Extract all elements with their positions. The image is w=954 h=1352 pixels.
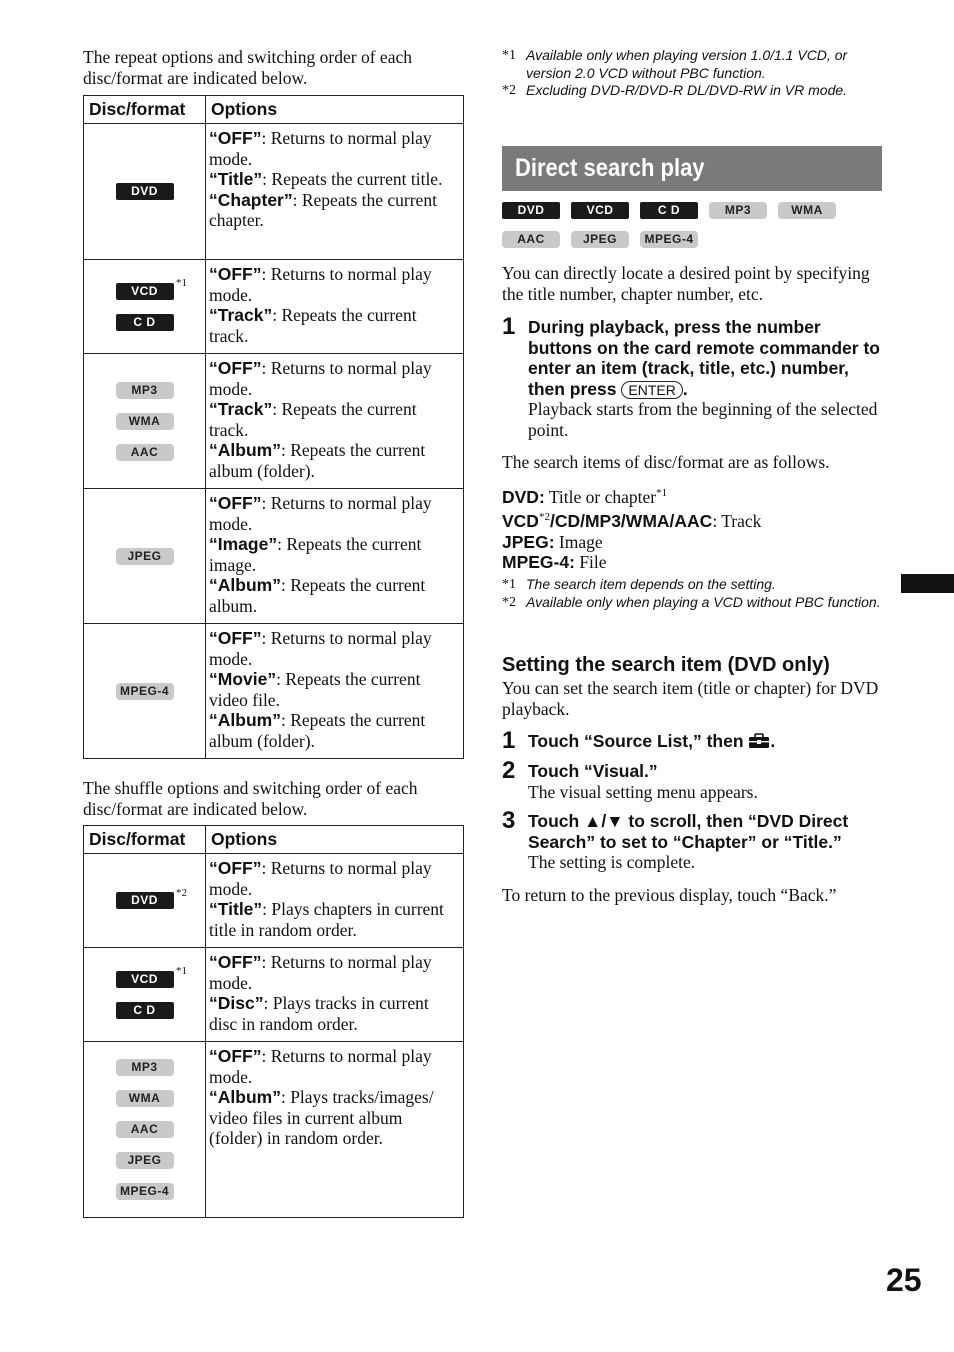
search-items-intro: The search items of disc/format are as follows. <box>502 452 830 472</box>
search-item-mpeg4 <box>502 552 882 573</box>
option-entry <box>209 169 460 190</box>
section-title: Direct search play <box>515 154 705 182</box>
step-number: 1 <box>502 313 516 340</box>
option-key: “Movie” <box>209 669 277 689</box>
format-badge-dvd: DVD <box>502 202 560 219</box>
page-number: 25 <box>886 1262 922 1298</box>
label-mpeg4: MPEG-4: <box>502 552 575 573</box>
option-description: : Repeats the current title. <box>262 169 443 189</box>
options-cell <box>206 948 464 1042</box>
format-badge-dvd: DVD <box>116 183 174 200</box>
option-description: : Plays chapters in current title in random order. <box>209 899 444 940</box>
option-key: “OFF” <box>209 493 262 513</box>
format-badge-aac: AAC <box>502 231 560 248</box>
repeat-intro: The repeat options and switching order of each disc/format are indicated below. <box>83 47 412 88</box>
step-1-source-list <box>502 727 882 754</box>
footnote-mark: *1 <box>502 577 516 592</box>
option-key: “Album” <box>209 575 281 595</box>
footnote-text: Available only when playing a VCD without PBC function. <box>526 593 881 610</box>
option-description: : Repeats the current track. <box>209 399 417 440</box>
options-cell <box>206 354 464 489</box>
step-instruction <box>528 317 882 399</box>
option-key: “OFF” <box>209 858 262 878</box>
step-result: The setting is complete. <box>528 852 696 872</box>
option-key: “OFF” <box>209 1046 262 1066</box>
label-dvd: DVD: <box>502 486 545 507</box>
table-row <box>84 489 464 624</box>
disc-format-cell <box>84 489 206 624</box>
option-key: “Title” <box>209 899 263 919</box>
option-description: : Repeats the current album. <box>209 575 426 616</box>
mark: *1 <box>656 487 668 499</box>
footnote-text: The search item depends on the setting. <box>526 576 776 592</box>
format-badge-mpeg-4: MPEG-4 <box>640 231 698 248</box>
option-key: “OFF” <box>209 358 262 378</box>
label-jpeg: JPEG: <box>502 531 555 552</box>
mark: *2 <box>538 511 550 524</box>
option-description: : Repeats the current track. <box>209 305 417 346</box>
footnote <box>502 594 882 612</box>
format-badge-mp3: MP3 <box>116 382 174 399</box>
option-key: “OFF” <box>209 628 262 648</box>
label-vcd: VCD <box>502 511 539 532</box>
format-badges-row1 <box>502 201 847 219</box>
option-entry <box>209 710 460 751</box>
table-row <box>84 854 464 948</box>
option-entry <box>209 534 460 575</box>
footnote-mark: *1 <box>176 277 187 289</box>
options-cell <box>206 124 464 260</box>
options-cell <box>206 854 464 948</box>
option-key: “Chapter” <box>209 189 293 210</box>
repeat-options-table <box>83 95 464 759</box>
format-badge-c-d: C D <box>116 1002 174 1019</box>
options-cell <box>206 624 464 759</box>
option-description: : Returns to normal play mode. <box>209 128 432 169</box>
option-key: “Track” <box>209 305 273 325</box>
option-key: “Album” <box>209 710 281 730</box>
disc-format-cell <box>84 124 206 260</box>
option-entry <box>209 190 460 231</box>
footnote-mark: *1 <box>502 48 516 63</box>
option-description: : Repeats the current video file. <box>209 669 421 710</box>
disc-format-cell <box>84 854 206 948</box>
section-tab-marker <box>901 574 954 593</box>
option-description: : Plays tracks in current disc in random order. <box>209 993 429 1034</box>
format-badge-wma: WMA <box>116 1090 174 1107</box>
option-key: “Album” <box>209 1087 281 1107</box>
option-entry <box>209 1087 460 1149</box>
footnote <box>502 47 882 82</box>
option-description: : Repeats the current image. <box>209 534 422 575</box>
disc-format-cell <box>84 948 206 1042</box>
format-badge-wma: WMA <box>116 413 174 430</box>
option-description: : Returns to normal play mode. <box>209 264 432 305</box>
option-key: “Album” <box>209 440 281 460</box>
shuffle-options-table <box>83 825 464 1218</box>
option-entry <box>209 128 460 169</box>
option-description: : Returns to normal play mode. <box>209 628 432 669</box>
option-entry <box>209 575 460 616</box>
format-badge-aac: AAC <box>116 1121 174 1138</box>
step-instruction <box>528 731 882 752</box>
option-entry <box>209 858 460 899</box>
footnote-mark: *2 <box>502 594 516 610</box>
option-entry <box>209 440 460 481</box>
option-entry <box>209 993 460 1034</box>
option-description: : Returns to normal play mode. <box>209 1046 432 1087</box>
search-item-vcd <box>502 507 882 531</box>
search-items-list <box>502 483 882 573</box>
option-description: : Repeats the current album (folder). <box>209 440 426 481</box>
step-result: Playback starts from the beginning of the selected point. <box>528 399 878 440</box>
table-row <box>84 354 464 489</box>
format-badge-jpeg: JPEG <box>116 548 174 565</box>
option-entry <box>209 358 460 399</box>
option-entry <box>209 493 460 534</box>
step-number: 3 <box>502 807 516 834</box>
header-disc-format: Disc/format <box>84 826 206 854</box>
text-file: File <box>574 552 607 573</box>
option-description: : Returns to normal play mode. <box>209 952 432 993</box>
option-key: “Title” <box>209 169 263 189</box>
disc-format-cell <box>84 624 206 759</box>
option-description: : Returns to normal play mode. <box>209 493 432 534</box>
step-number: 1 <box>502 727 516 754</box>
options-cell <box>206 1042 464 1218</box>
table-row <box>84 1042 464 1218</box>
step-result: The visual setting menu appears. <box>528 781 758 802</box>
options-cell <box>206 489 464 624</box>
footnote-text: Excluding DVD-R/DVD-R DL/DVD-RW in VR mode. <box>526 82 848 98</box>
format-badge-mp3: MP3 <box>709 202 767 219</box>
format-badge-c-d: C D <box>116 314 174 331</box>
table-row <box>84 624 464 759</box>
option-description: : Repeats the current chapter. <box>209 189 437 230</box>
text-image: Image <box>554 531 603 552</box>
table-header-row <box>84 826 464 854</box>
option-entry <box>209 305 460 346</box>
option-key: “Disc” <box>209 993 264 1013</box>
step-3-dvd-direct-search <box>502 807 882 873</box>
format-badge-jpeg: JPEG <box>116 1152 174 1169</box>
option-key: “OFF” <box>209 264 262 284</box>
step-instruction: Touch “Visual.” <box>528 761 658 781</box>
table-row <box>84 124 464 260</box>
table-row <box>84 948 464 1042</box>
format-badge-mpeg-4: MPEG-4 <box>116 683 174 700</box>
section-title-banner <box>502 146 882 191</box>
format-badge-aac: AAC <box>116 444 174 461</box>
format-badge-mp3: MP3 <box>116 1059 174 1076</box>
subsection-intro: You can set the search item (title or chapter) for DVD playback. <box>502 678 879 719</box>
footnote <box>502 82 882 100</box>
return-note: To return to the previous display, touch “Back.” <box>502 885 837 905</box>
step-2-visual <box>502 757 882 802</box>
option-entry <box>209 1046 460 1087</box>
enter-button-icon: ENTER <box>621 381 682 399</box>
option-description: : Plays tracks/images/ video files in current album (folder) in random order. <box>209 1087 434 1148</box>
footnote-text: Available only when playing version 1.0/1.1 VCD, or version 2.0 VCD without PBC function. <box>526 47 848 81</box>
option-entry <box>209 628 460 669</box>
format-badge-c-d: C D <box>640 202 698 219</box>
step-instruction-end: . <box>682 378 688 399</box>
option-description: : Returns to normal play mode. <box>209 858 432 899</box>
option-key: “Image” <box>209 534 278 554</box>
disc-format-cell <box>84 1042 206 1218</box>
table-row <box>84 260 464 354</box>
format-badge-vcd: VCD <box>571 202 629 219</box>
header-options: Options <box>206 96 464 124</box>
direct-search-intro: You can directly locate a desired point by specifying the title number, chapter number, etc. <box>502 263 870 304</box>
option-description: : Returns to normal play mode. <box>209 358 432 399</box>
format-badge-vcd: VCD <box>116 971 174 988</box>
toolbox-icon <box>748 733 770 749</box>
step-number: 2 <box>502 757 516 784</box>
header-options: Options <box>206 826 464 854</box>
format-badge-jpeg: JPEG <box>571 231 629 248</box>
subsection-title: Setting the search item (DVD only) <box>502 654 830 676</box>
option-key: “Track” <box>209 399 273 419</box>
disc-format-cell <box>84 260 206 354</box>
text-dvd: Title or chapter <box>544 486 657 507</box>
option-key: “OFF” <box>209 128 262 148</box>
shuffle-intro: The shuffle options and switching order of each disc/format are indicated below. <box>83 778 418 819</box>
format-badge-dvd: DVD <box>116 892 174 909</box>
option-entry <box>209 899 460 940</box>
option-entry <box>209 264 460 305</box>
step-instruction-text: Touch “Source List,” then <box>528 731 744 751</box>
footnote-mark: *2 <box>176 887 187 899</box>
top-footnotes <box>502 47 882 100</box>
text-track: : Track <box>712 511 762 532</box>
header-disc-format: Disc/format <box>84 96 206 124</box>
disc-format-cell <box>84 354 206 489</box>
search-item-dvd <box>502 483 882 507</box>
table-header-row <box>84 96 464 124</box>
format-badge-mpeg-4: MPEG-4 <box>116 1183 174 1200</box>
mid-footnotes <box>502 576 882 611</box>
footnote <box>502 576 882 594</box>
format-badges-row2 <box>502 230 709 248</box>
option-entry <box>209 952 460 993</box>
format-badge-vcd: VCD <box>116 283 174 300</box>
option-key: “OFF” <box>209 952 262 972</box>
step-instruction-text: During playback, press the number buttons on the card remote commander to enter an item (track, title, etc.) number, then press <box>528 317 880 399</box>
options-cell <box>206 260 464 354</box>
option-entry <box>209 669 460 710</box>
footnote-mark: *2 <box>502 83 516 98</box>
step-1-direct-search <box>502 313 882 440</box>
option-description: : Repeats the current album (folder). <box>209 710 426 751</box>
search-item-jpeg <box>502 532 882 553</box>
footnote-mark: *1 <box>176 965 187 977</box>
step-instruction: Touch ▲/▼ to scroll, then “DVD Direct Search” to set to “Chapter” or “Title.” <box>528 811 849 852</box>
step-instruction-end: . <box>770 731 776 751</box>
option-entry <box>209 399 460 440</box>
format-badge-wma: WMA <box>778 202 836 219</box>
label-formats: /CD/MP3/WMA/AAC <box>549 511 713 532</box>
